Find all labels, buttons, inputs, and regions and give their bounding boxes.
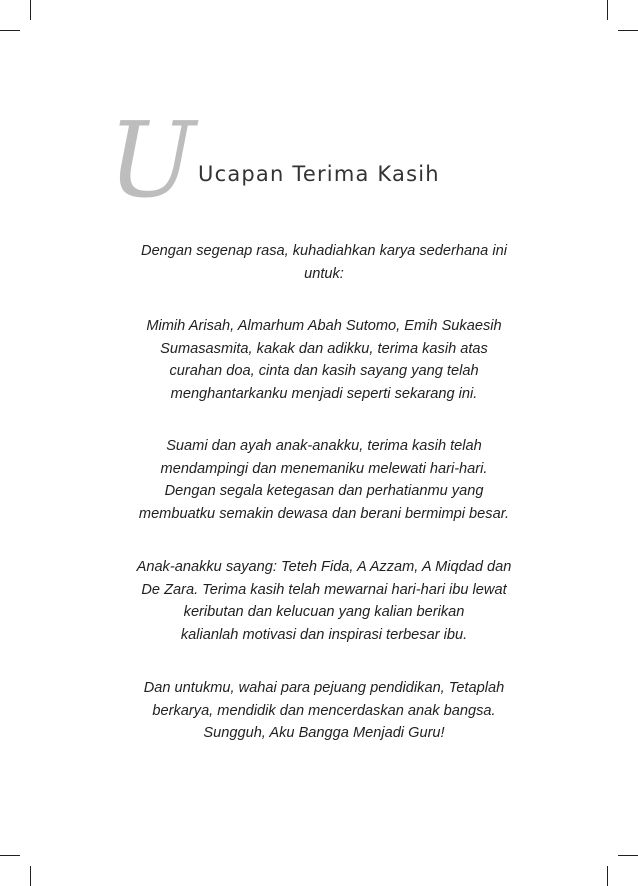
paragraph-parents <box>118 315 530 405</box>
crop-mark-bottom-left-h <box>0 855 20 856</box>
crop-mark-bottom-left-v <box>30 866 31 886</box>
text-line: Anak-anakku sayang: Teteh Fida, A Azzam, A Miqdad dan <box>136 559 512 575</box>
paragraph-dedication-intro <box>118 240 530 285</box>
text-line: Sumasasmita, kakak dan adikku, terima kasih atas <box>160 340 488 357</box>
crop-mark-top-left-v <box>30 0 31 20</box>
text-line: Dengan segenap rasa, kuhadiahkan karya sederhana ini <box>141 243 507 259</box>
text-line: keributan dan kelucuan yang kalian berikan <box>183 604 465 620</box>
text-line: menghantarkanku menjadi seperti sekarang ini. <box>170 385 478 402</box>
text-line: membuatku semakin dewasa dan berani bermimpi besar. <box>138 505 510 522</box>
text-line: Sungguh, Aku Bangga Menjadi Guru! <box>203 725 445 741</box>
text-line: Dengan segala ketegasan dan perhatianmu yang <box>164 483 484 499</box>
paragraph-husband <box>118 435 530 525</box>
text-line: untuk: <box>304 265 344 282</box>
dedication-body <box>118 240 530 745</box>
decorative-drop-cap: U <box>108 99 190 221</box>
text-line: Suami dan ayah anak-anakku, terima kasih telah <box>166 438 482 454</box>
heading <box>108 99 528 221</box>
crop-mark-top-right-v <box>607 0 608 20</box>
paragraph-educators <box>118 677 530 745</box>
text-line: curahan doa, cinta dan kasih sayang yang telah <box>169 363 479 379</box>
text-line: Dan untukmu, wahai para pejuang pendidikan, Tetaplah <box>143 680 505 696</box>
crop-mark-bottom-right-h <box>618 855 638 856</box>
text-line: Mimih Arisah, Almarhum Abah Sutomo, Emih Sukaesih <box>146 318 502 334</box>
crop-mark-top-left-h <box>0 30 20 31</box>
crop-mark-bottom-right-v <box>607 866 608 886</box>
text-line: De Zara. Terima kasih telah mewarnai hari-hari ibu lewat <box>141 581 507 598</box>
page-title: Ucapan Terima Kasih <box>198 162 440 186</box>
text-line: mendampingi dan menemaniku melewati hari-hari. <box>160 460 488 477</box>
text-line: berkarya, mendidik dan mencerdaskan anak bangsa. <box>152 702 496 719</box>
text-line: kalianlah motivasi dan inspirasi terbesar ibu. <box>180 626 468 643</box>
paragraph-children <box>118 556 530 646</box>
crop-mark-top-right-h <box>618 30 638 31</box>
